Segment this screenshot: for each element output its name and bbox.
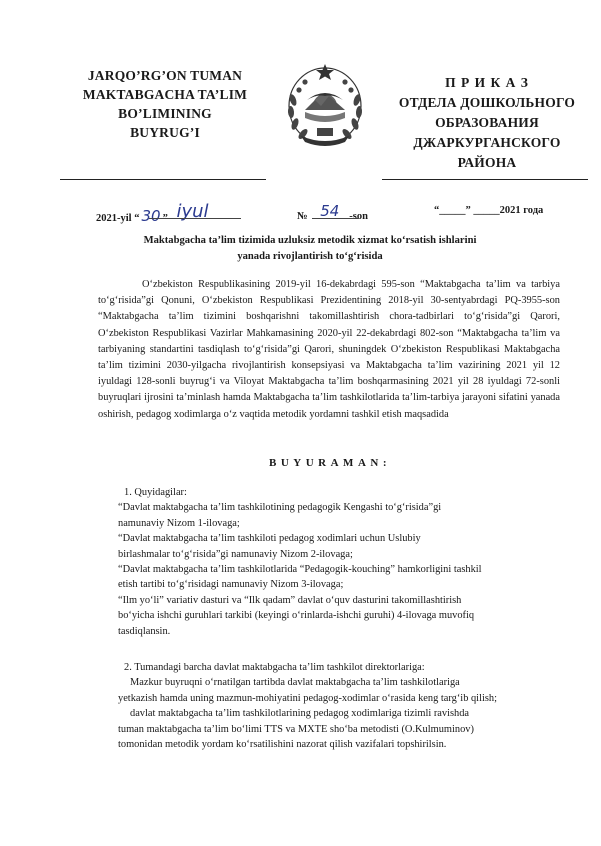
item-line: tomonidan metodik yordam ko‘rsatilishini nazorat qilish vazifalari topshirilsin. [118,739,447,751]
item-heading: 2. Tumandagi barcha davlat maktabgacha ta’lim tashkilot direktorlariga: [124,662,425,673]
header-right-line: П Р И К А З [445,75,529,90]
header-right-rule [382,179,588,180]
header-left-line: MAKTABGACHA TA’LIM [82,87,248,102]
document-title: Maktabgacha ta’lim tizimida uzluksiz metodik xizmat ko‘rsatish ishlarini yanada rivojlantirish to‘g‘risida [143,235,477,262]
header-right-line: ОБРАЗОВАНИЯ [435,115,539,130]
item-line: “Ilm yo‘li” variativ dasturi va “Ilk qadam” davlat o‘quv dasturini takomillashtirish [118,594,462,606]
header-left-line: JARQO’RG’ON TUMAN [87,68,243,83]
item-line: yetkazish hamda uning mazmun-mohiyatini pedagog-xodimlar o‘rasida keng targ‘ib qilish; [118,692,497,704]
item-line: birlashmalar to‘g‘risida”gi namunaviy Nizom 2-ilovaga; [118,548,353,560]
item-line: “Davlat maktabgacha ta’lim tashkiloti pedagog xodimlari uchun Uslubiy [118,533,421,545]
date-line: 2021-yil “ 30 ” iyul [96,201,209,225]
preamble-paragraph: O‘zbekiston Respublikasining 2019-yil 16-dekabrdagi 595-son “Maktabgacha ta’lim va tarbiya to‘g‘risida”gi Qonuni, O‘zbekiston Respublikasi Prezidentining 2018-yil 30-sentyabrdagi PQ-3955-son “Maktabgacha ta’lim tizimini boshqarishni takomillashtirish chora-tadbirlari to‘g‘risida”gi Qarori, O‘zbekiston Respublikasi Vazirlar Mahkamasining 2020-yil 22-dekabrdagi 802-son “Maktabgacha ta’lim va tarbiyaning standartini tasdiqlash to‘g‘risida”gi Qarori, shuningdek O‘zbekiston Respublikasi Maktabgacha ta’lim tizimini 2030-yilgacha rivojlantirish konsepsiyasi va Maktabgacha ta’lim vazirining 2021 yil 12 iyuldagi 128-sonli buyrug‘i va Viloyat Maktabgacha ta’lim boshqarmasining 2021 yil 28 iyuldagi 72-sonli buyruqlari ijrosini ta’minlash hamda Maktabgacha ta’lim tashkilotlarida ta’lim-tarbiya jarayoni sifatini yanada oshirish, pedagog xodimlarga o‘z vaqtida metodik yordamni tashkil etish maqsadida [98,279,560,420]
handwritten-number: 54 [320,202,340,220]
item-line: “Davlat maktabgacha ta’lim tashkilotlarida “Pedagogik-kouching” hamkorligini tashkil [118,564,482,576]
order-item-1 [118,485,560,639]
coat-of-arms-icon [283,60,367,148]
buyuraman-heading: BUYURAMAN: [269,457,391,469]
handwritten-month: iyul [176,201,209,222]
item-line: Mazkur buyruqni o‘rnatilgan tartibda davlat maktabgacha ta’lim tashkilotlariga [130,677,460,689]
number-underline [312,218,358,219]
ru-date-line: “_____” _____2021 года [434,205,544,216]
item-line: etish tartibi to‘g‘risidagi namunaviy Nizom 3-ilovaga; [118,579,344,591]
item-line: namunaviy Nizom 1-ilovaga; [118,517,240,529]
header-right-line: РАЙОНА [457,155,517,170]
handwritten-day: 30 [141,207,161,225]
order-item-2 [118,660,560,752]
header-right-line: ДЖАРКУРГАНСКОГО [413,135,561,150]
item-line: tasdiqlansin. [118,625,171,637]
header-left [60,66,270,142]
header-left-rule [60,179,266,180]
item-line: davlat maktabgacha ta’lim tashkilotlarining pedagog xodimlariga tizimli ravishda [130,708,470,720]
coat-of-arms-emblem [283,60,367,148]
date-underline [149,218,241,219]
item-line: “Davlat maktabgacha ta’lim tashkilotining pedagogik Kengashi to‘g‘risida”gi [118,502,442,514]
item-heading: 1. Quyidagilar: [124,487,187,498]
header-left-line: BO’LIMINING [118,106,212,121]
header-left-line: BUYRUG’I [130,125,200,140]
header-right-line: ОТДЕЛА ДОШКОЛЬНОГО [398,95,576,110]
item-line: bo‘yicha ishchi guruhlari tarkibi (keyingi o‘rinlarda-ishchi guruhi) 4-ilovaga muvofiq [118,610,475,622]
item-line: tuman maktabgacha ta’lim bo‘limi TTS va MXTE sho‘ba metodisti (O.Kulmuminov) [118,723,474,735]
order-number: № 54 -son [297,202,368,222]
header-right [392,73,582,173]
